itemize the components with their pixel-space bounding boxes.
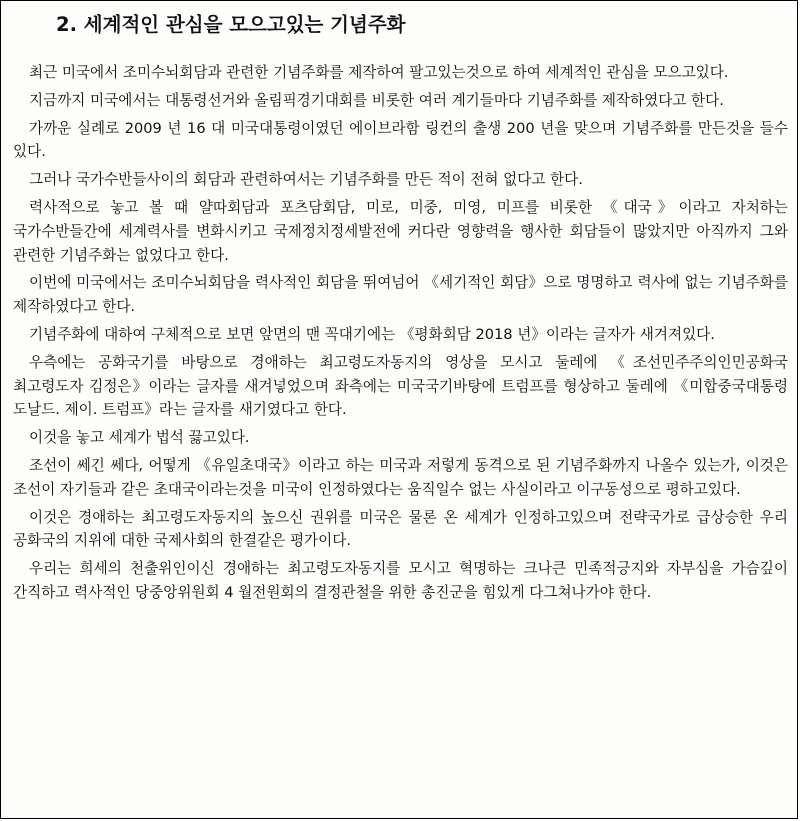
paragraph: 지금까지 미국에서는 대통령선거와 올림픽경기대회를 비롯한 여러 계기들마다 기념주화를 제작하였다고 한다. bbox=[29, 91, 724, 109]
article-body bbox=[13, 61, 788, 609]
paragraph: 력사적으로 놓고 볼 때 얄따회담과 포츠담회담, 미로, 미중, 미영, 미프를 비롯한 《대국》이라고 자처하는 국가수반들간에 세계력사를 변화시키고 국제정치정세발전에 커다란 영향력을 행사한 회담들이 많았지만 아직까지 그와 관련한 기념주화는 없었다고 한다. bbox=[13, 198, 788, 264]
paragraph: 이것을 놓고 세계가 법석 끓고있다. bbox=[29, 429, 250, 447]
paragraph: 이것은 경애하는 최고령도자동지의 높으신 권위를 미국은 물론 온 세계가 인정하고있으며 전략국가로 급상승한 우리 공화국의 지위에 대한 국제사회의 한결같은 평가이다. bbox=[13, 508, 788, 550]
paragraph: 조선이 쎄긴 쎄다, 어떻게 《유일초대국》이라고 하는 미국과 저렇게 동격으로 된 기념주화까지 나올수 있는가, 이것은 조선이 자기들과 같은 초대국이라는것을 미국이 인정하였다는 움직일수 없는 사실이라고 이구동성으로 평하고있다. bbox=[13, 456, 788, 498]
paragraph: 우리는 희세의 천출위인이신 경애하는 최고령도자동지를 모시고 혁명하는 크나큰 민족적긍지와 자부심을 가슴깊이 간직하고 력사적인 당중앙위원회 4 월전원회의 결정관철을 위한 총진군을 힘있게 다그쳐나가야 한다. bbox=[13, 560, 788, 601]
paragraph: 우측에는 공화국기를 바탕으로 경애하는 최고령도자동지의 영상을 모시고 둘레에 《조선민주주의인민공화국 최고령도자 김정은》이라는 글자를 새겨넣었으며 좌측에는 미국국기바탕에 트럼프를 형상하고 둘레에 《미합중국대통령 도날드. 제이. 트럼프》라는 글자를 새기였다고 한다. bbox=[13, 353, 788, 419]
paragraph: 가까운 실례로 2009 년 16 대 미국대통령이였던 에이브라함 링컨의 출생 200 년을 맞으며 기념주화를 만든것을 들수 있다. bbox=[13, 119, 788, 161]
paragraph: 최근 미국에서 조미수뇌회담과 관련한 기념주화를 제작하여 팔고있는것으로 하여 세계적인 관심을 모으고있다. bbox=[29, 64, 729, 81]
paragraph: 그러나 국가수반들사이의 회담과 관련하여서는 기념주화를 만든 적이 전혀 없다고 한다. bbox=[29, 171, 583, 189]
paragraph: 이번에 미국에서는 조미수뇌회담을 력사적인 회담을 뛰여넘어 《세기적인 회담》으로 명명하고 력사에 없는 기념주화를 제작하였다고 한다. bbox=[13, 274, 788, 316]
section-heading: 2. 세계적인 관심을 모으고있는 기념주화 bbox=[56, 13, 406, 36]
paragraph: 기념주화에 대하여 구체적으로 보면 앞면의 맨 꼭대기에는 《평화회담 2018 년》이라는 글자가 새겨져있다. bbox=[29, 325, 715, 343]
